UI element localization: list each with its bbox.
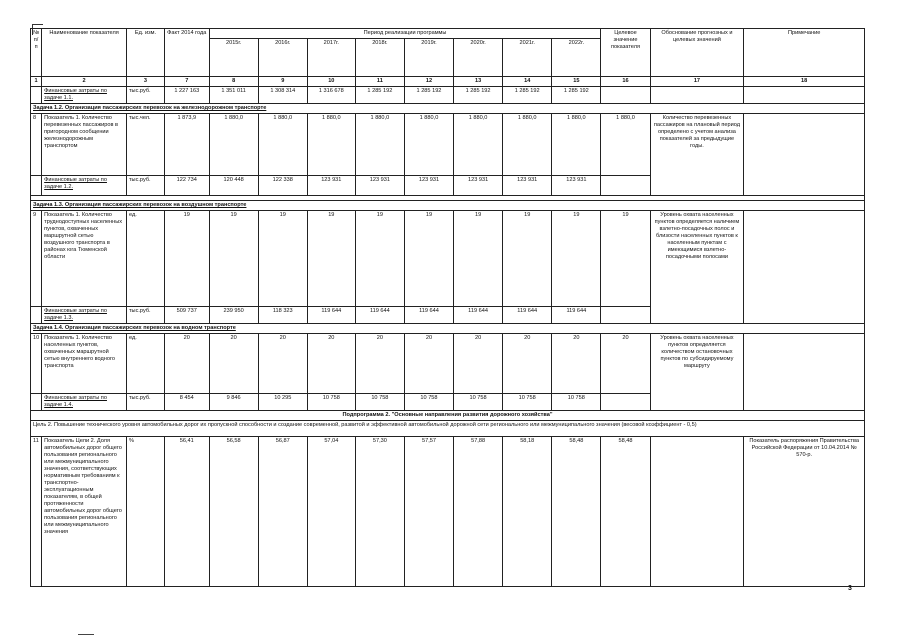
task-title: Задача 1.2. Организация пассажирских перевозок на железнодорожном транспорте <box>31 104 865 114</box>
value-cell: 1 316 678 <box>307 87 355 104</box>
target-cell: 1 880,0 <box>601 114 650 176</box>
value-cell: 119 644 <box>552 307 601 324</box>
table-row <box>31 334 865 394</box>
target-cell: 58,48 <box>601 437 650 587</box>
unit-cell: ед. <box>127 334 165 394</box>
value-cell: 123 931 <box>552 176 601 196</box>
value-cell: 119 644 <box>404 307 453 324</box>
col-header-year: 2019г. <box>404 39 453 77</box>
col-header-justification: Обоснование прогнозных и целевых значений <box>650 29 744 77</box>
fact-cell: 1 873,9 <box>164 114 209 176</box>
col-header-note: Примечание <box>744 29 865 77</box>
value-cell: 1 880,0 <box>307 114 355 176</box>
value-cell: 19 <box>454 211 503 307</box>
goal-text: Цель 2. Повышение технического уровня автомобильных дорог их пропускной способности и создание современной, развитой и эффективной автомобильной дорожной сети регионального или межмуниципального значения (весовой коэффициент - 0,5) <box>31 421 865 437</box>
value-cell: 20 <box>503 334 552 394</box>
col-header-year: 2018г. <box>355 39 404 77</box>
col-header-target: Целевое значение показателя <box>601 29 650 77</box>
unit-cell: тыс.руб. <box>127 176 165 196</box>
column-number: 3 <box>127 77 165 87</box>
value-cell: 239 950 <box>209 307 258 324</box>
justification-text: Уровень охвата населенных пунктов определяется количеством остановочных пунктов по субсидируемому маршруту <box>650 334 744 411</box>
fin-cost-name: Финансовые затраты по задаче 1.3. <box>42 307 127 324</box>
unit-cell: тыс.руб. <box>127 394 165 411</box>
column-number: 8 <box>209 77 258 87</box>
column-number: 13 <box>454 77 503 87</box>
fact-cell: 8 454 <box>164 394 209 411</box>
unit-cell: % <box>127 437 165 587</box>
value-cell: 19 <box>307 211 355 307</box>
note-text: Показатель распоряжения Правительства Российской Федерации от 10.04.2014 № 570-р. <box>744 437 865 587</box>
value-cell: 20 <box>307 334 355 394</box>
value-cell: 57,88 <box>454 437 503 587</box>
value-cell: 1 285 192 <box>404 87 453 104</box>
task-title: Задача 1.4. Организация пассажирских перевозок на водном транспорте <box>31 324 865 334</box>
value-cell: 56,58 <box>209 437 258 587</box>
column-number: 2 <box>42 77 127 87</box>
value-cell: 9 846 <box>209 394 258 411</box>
col-header-name: Наименование показателя <box>42 29 127 77</box>
fact-cell: 509 737 <box>164 307 209 324</box>
value-cell: 58,18 <box>503 437 552 587</box>
value-cell: 19 <box>503 211 552 307</box>
indicator-table <box>30 28 865 587</box>
value-cell: 57,30 <box>355 437 404 587</box>
value-cell: 123 931 <box>454 176 503 196</box>
column-number: 1 <box>31 77 42 87</box>
value-cell: 20 <box>552 334 601 394</box>
fin-cost-name: Финансовые затраты по задаче 1.2. <box>42 176 127 196</box>
col-header-period: Период реализации программы <box>209 29 601 39</box>
row-number: 10 <box>31 334 42 394</box>
value-cell: 10 758 <box>355 394 404 411</box>
unit-cell: тыс.руб. <box>127 307 165 324</box>
value-cell: 19 <box>552 211 601 307</box>
subprogram-title: Подпрограмма 2. "Основные направления развития дорожного хозяйства" <box>31 411 865 421</box>
value-cell: 1 880,0 <box>355 114 404 176</box>
indicator-name: Показатель 1. Количество перевезенных пассажиров в пригородном сообщении железнодорожным транспортом <box>42 114 127 176</box>
value-cell: 1 880,0 <box>552 114 601 176</box>
column-number: 16 <box>601 77 650 87</box>
value-cell: 10 758 <box>404 394 453 411</box>
col-header-year: 2017г. <box>307 39 355 77</box>
value-cell: 10 758 <box>454 394 503 411</box>
fin-cost-name: Финансовые затраты по задаче 1.4. <box>42 394 127 411</box>
column-number: 7 <box>164 77 209 87</box>
indicator-name: Показатель Цели 2. Доля автомобильных дорог общего пользования регионального или межмуниципального значения, соответствующих нормативным требованиям к транспортно-эксплуатационным показателям, в общей протяженности автомобильных дорог общего пользования регионального или межмуниципального значения <box>42 437 127 587</box>
value-cell: 10 758 <box>307 394 355 411</box>
column-number: 14 <box>503 77 552 87</box>
column-number: 12 <box>404 77 453 87</box>
value-cell: 122 338 <box>258 176 307 196</box>
value-cell: 19 <box>209 211 258 307</box>
table-row <box>31 211 865 307</box>
row-number: 11 <box>31 437 42 587</box>
column-number: 9 <box>258 77 307 87</box>
indicator-name: Показатель 1. Количество труднодоступных населенных пунктов, охваченных маршрутной сетью воздушного транспорта в районах юга Тюменской области <box>42 211 127 307</box>
value-cell: 20 <box>209 334 258 394</box>
value-cell: 10 758 <box>503 394 552 411</box>
column-number: 15 <box>552 77 601 87</box>
value-cell: 19 <box>404 211 453 307</box>
fact-cell: 19 <box>164 211 209 307</box>
value-cell: 123 931 <box>503 176 552 196</box>
target-cell: 20 <box>601 334 650 394</box>
col-header-num: № п/п <box>31 29 42 77</box>
column-number: 17 <box>650 77 744 87</box>
value-cell: 20 <box>355 334 404 394</box>
value-cell: 1 880,0 <box>454 114 503 176</box>
value-cell: 10 295 <box>258 394 307 411</box>
value-cell: 119 644 <box>503 307 552 324</box>
value-cell: 1 880,0 <box>209 114 258 176</box>
value-cell: 123 931 <box>404 176 453 196</box>
value-cell: 119 644 <box>307 307 355 324</box>
value-cell: 58,48 <box>552 437 601 587</box>
table-row <box>31 437 865 587</box>
value-cell: 1 880,0 <box>404 114 453 176</box>
fact-cell: 20 <box>164 334 209 394</box>
value-cell: 20 <box>454 334 503 394</box>
value-cell: 119 644 <box>355 307 404 324</box>
row-number: 8 <box>31 114 42 176</box>
fact-cell: 122 734 <box>164 176 209 196</box>
task-title: Задача 1.3. Организация пассажирских перевозок на воздушном транспорте <box>31 201 865 211</box>
table-row <box>31 87 865 104</box>
value-cell: 19 <box>355 211 404 307</box>
value-cell: 56,87 <box>258 437 307 587</box>
fact-cell: 56,41 <box>164 437 209 587</box>
footer-line <box>78 634 94 635</box>
value-cell: 1 880,0 <box>258 114 307 176</box>
value-cell: 123 931 <box>355 176 404 196</box>
unit-cell: ед. <box>127 211 165 307</box>
col-header-year: 2015г. <box>209 39 258 77</box>
value-cell: 1 880,0 <box>503 114 552 176</box>
value-cell: 118 323 <box>258 307 307 324</box>
value-cell: 19 <box>258 211 307 307</box>
page-number: 3 <box>848 585 852 592</box>
table-row <box>31 114 865 176</box>
indicator-name: Показатель 1. Количество населенных пунктов, охваченных маршрутной сетью внутреннего водного транспорта <box>42 334 127 394</box>
value-cell: 1 285 192 <box>355 87 404 104</box>
value-cell: 57,04 <box>307 437 355 587</box>
value-cell: 1 285 192 <box>454 87 503 104</box>
justification-text: Количество перевезенных пассажиров на плановый период определено с учетом анализа показателей за предыдущие годы. <box>650 114 744 196</box>
unit-cell: тыс.чел. <box>127 114 165 176</box>
value-cell: 20 <box>258 334 307 394</box>
col-header-year: 2021г. <box>503 39 552 77</box>
column-number: 11 <box>355 77 404 87</box>
value-cell: 1 285 192 <box>503 87 552 104</box>
fact-cell: 1 227 163 <box>164 87 209 104</box>
col-header-year: 2022г. <box>552 39 601 77</box>
value-cell: 119 644 <box>454 307 503 324</box>
target-cell: 19 <box>601 211 650 307</box>
value-cell: 123 931 <box>307 176 355 196</box>
value-cell: 1 285 192 <box>552 87 601 104</box>
col-header-fact: Факт 2014 года <box>164 29 209 77</box>
col-header-unit: Ед. изм. <box>127 29 165 77</box>
value-cell: 20 <box>404 334 453 394</box>
column-number: 18 <box>744 77 865 87</box>
value-cell: 1 308 314 <box>258 87 307 104</box>
justification-text <box>650 437 744 587</box>
value-cell: 1 351 011 <box>209 87 258 104</box>
value-cell: 120 448 <box>209 176 258 196</box>
col-header-year: 2016г. <box>258 39 307 77</box>
col-header-year: 2020г. <box>454 39 503 77</box>
unit-cell: тыс.руб. <box>127 87 165 104</box>
fin-cost-name: Финансовые затраты по задаче 1.1. <box>42 87 127 104</box>
column-number: 10 <box>307 77 355 87</box>
row-number: 9 <box>31 211 42 307</box>
value-cell: 57,57 <box>404 437 453 587</box>
justification-text: Уровень охвата населенных пунктов определяется наличием взлетно-посадочных полос и близости населенных пунктов к населенным пунктам с имеющимися взлетно-посадочными полосами <box>650 211 744 324</box>
value-cell: 10 758 <box>552 394 601 411</box>
